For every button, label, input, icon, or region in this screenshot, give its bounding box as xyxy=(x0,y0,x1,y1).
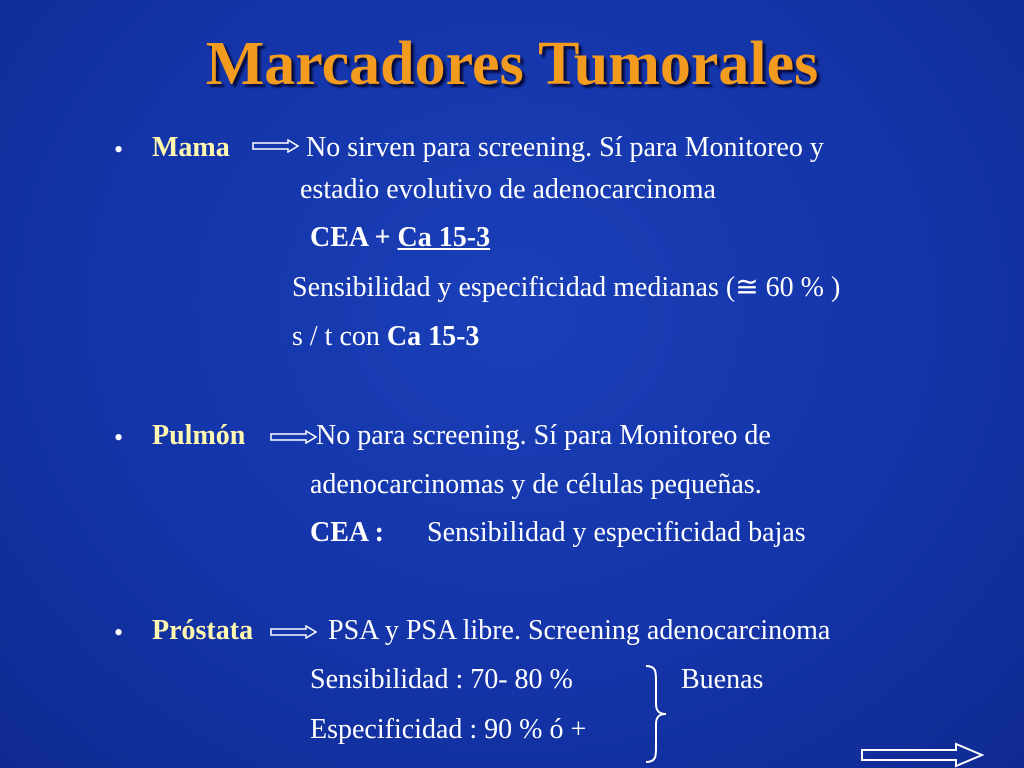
arrow-icon xyxy=(252,139,300,153)
arrow-icon xyxy=(270,430,318,444)
mama-sensibilidad: Sensibilidad y especificidad medianas (≅ 60 % ) xyxy=(292,272,841,303)
pulmon-desc-line2: adenocarcinomas y de células pequeñas. xyxy=(310,469,762,500)
arrow-icon xyxy=(270,625,318,639)
pulmon-desc-line1: No para screening. Sí para Monitoreo de xyxy=(316,420,771,451)
mama-st xyxy=(292,320,479,354)
mama-desc-line2: estadio evolutivo de adenocarcinoma xyxy=(300,174,716,205)
mama-label: Mama xyxy=(152,132,230,163)
mama-ca: Ca 15-3 xyxy=(397,222,491,253)
pulmon-row xyxy=(152,419,245,453)
mama-markers xyxy=(310,221,490,255)
right-curly-brace-icon xyxy=(640,664,670,764)
bullet-pulmon: • xyxy=(114,423,124,452)
prostata-especificidad: Especificidad : 90 % ó + xyxy=(310,714,587,745)
next-arrow-icon xyxy=(860,742,986,768)
slide-title: Marcadores Tumorales xyxy=(205,30,819,98)
mama-st-ca: Ca 15-3 xyxy=(386,321,480,352)
pulmon-label: Pulmón xyxy=(152,420,246,451)
prostata-label: Próstata xyxy=(152,615,254,646)
mama-desc-line1: No sirven para screening. Sí para Monitoreo y xyxy=(306,132,824,163)
bullet-mama: • xyxy=(114,135,124,164)
mama-cea: CEA xyxy=(310,222,368,253)
pulmon-cea-text: Sensibilidad y especificidad bajas xyxy=(427,517,806,548)
mama-plus: + xyxy=(367,222,398,253)
pulmon-cea-row xyxy=(310,516,384,550)
pulmon-cea: CEA : xyxy=(310,517,384,548)
bullet-prostata: • xyxy=(114,618,124,647)
mama-st-prefix: s / t con xyxy=(292,321,387,352)
mama-row xyxy=(152,131,230,165)
prostata-desc-line1: PSA y PSA libre. Screening adenocarcinoma xyxy=(328,615,831,646)
prostata-sensibilidad: Sensibilidad : 70- 80 % xyxy=(310,664,573,695)
prostata-buenas: Buenas xyxy=(681,664,764,695)
prostata-row xyxy=(152,614,253,648)
